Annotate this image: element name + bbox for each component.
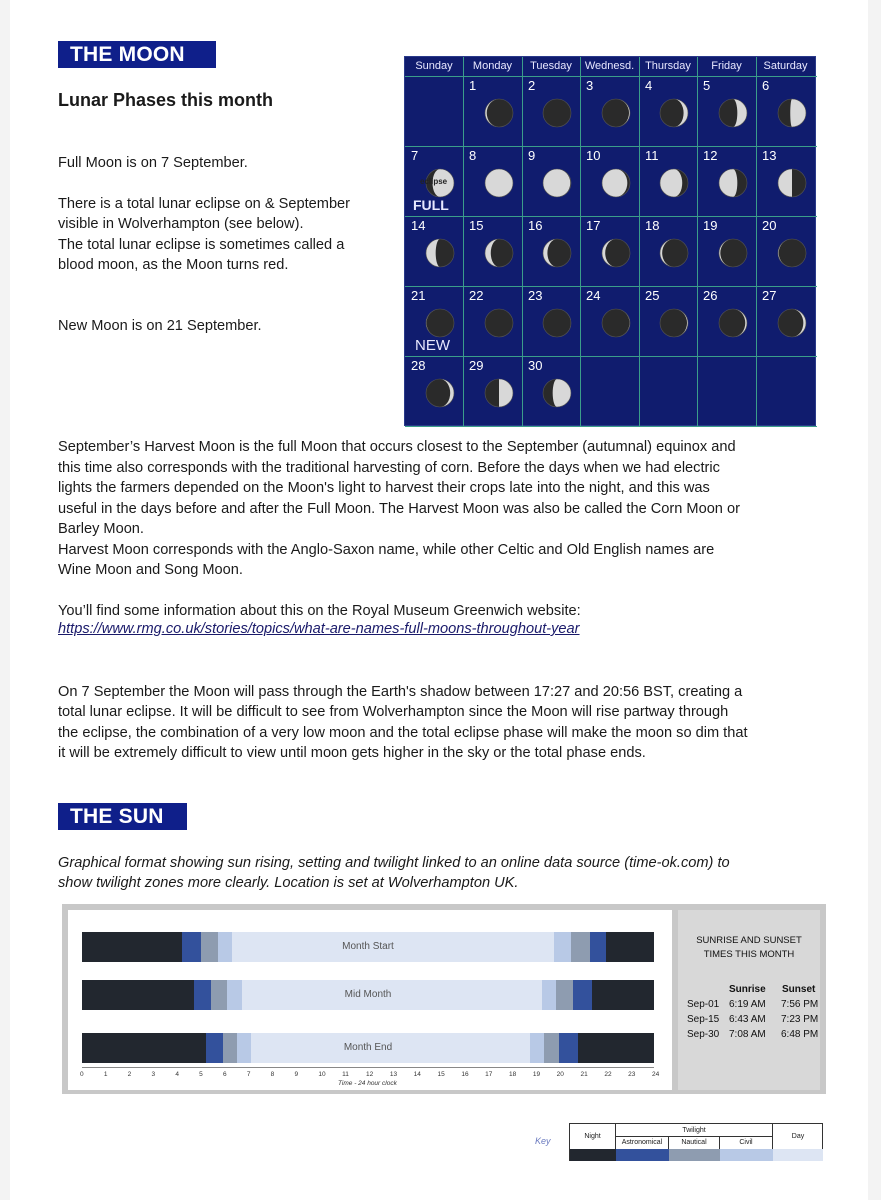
moon-phase-icon bbox=[718, 308, 748, 343]
day-header: Wednesd. bbox=[584, 60, 635, 72]
moon-phase-icon bbox=[484, 308, 514, 343]
moon-phase-icon bbox=[659, 308, 689, 343]
sunrise-table bbox=[678, 910, 820, 1090]
lunar-subheading: Lunar Phases this month bbox=[58, 90, 274, 110]
day-header: Monday bbox=[472, 60, 513, 72]
row-date: Sep-30 bbox=[687, 1029, 720, 1040]
harvest-line-5: Barley Moon. bbox=[58, 521, 144, 537]
moon-phase-icon bbox=[542, 378, 572, 413]
day-number: 18 bbox=[645, 218, 660, 233]
harvest-line-7: Wine Moon and Song Moon. bbox=[58, 562, 243, 578]
row-sunset: 6:48 PM bbox=[781, 1029, 819, 1040]
grid-line bbox=[463, 57, 464, 427]
day-number: 6 bbox=[762, 78, 770, 93]
day-number: 30 bbox=[528, 358, 543, 373]
full-label: FULL bbox=[413, 197, 449, 213]
moon-phase-icon bbox=[659, 98, 689, 133]
day-number: 17 bbox=[586, 218, 601, 233]
moon-phase-icon bbox=[659, 238, 689, 273]
rmg-link[interactable]: https://www.rmg.co.uk/stories/topics/what-are-names-full-moons-throughout-year bbox=[58, 621, 580, 637]
harvest-line-4: useful in the days before and after the Full Moon. The Harvest Moon was also be called the Corn Moon or bbox=[58, 501, 740, 517]
new-label: NEW bbox=[415, 337, 450, 354]
day-number: 14 bbox=[411, 218, 426, 233]
moon-phase-icon bbox=[484, 98, 514, 133]
moon-phase-icon bbox=[659, 168, 689, 203]
key-twilight: Twilight bbox=[616, 1124, 773, 1137]
grid-line bbox=[405, 76, 817, 77]
moon-phase-icon bbox=[601, 168, 631, 203]
bar-label: Mid Month bbox=[344, 989, 392, 1000]
page bbox=[10, 0, 868, 1200]
axis-tick: 11 bbox=[342, 1071, 349, 1078]
day-number: 21 bbox=[411, 288, 426, 303]
day-number: 22 bbox=[469, 288, 484, 303]
day-number: 27 bbox=[762, 288, 777, 303]
axis-tick: 23 bbox=[628, 1071, 636, 1078]
moon-phase-icon bbox=[601, 238, 631, 273]
key-naut-swatch bbox=[669, 1149, 720, 1161]
row-sunrise: 6:19 AM bbox=[729, 999, 766, 1010]
grid-line bbox=[522, 57, 523, 427]
day-number: 16 bbox=[528, 218, 543, 233]
moon-phase-icon bbox=[484, 168, 514, 203]
day-number: 24 bbox=[586, 288, 601, 303]
moon-phase-icon bbox=[718, 238, 748, 273]
eclipse-detail-2: total lunar eclipse. It will be difficult to see from Wolverhampton since the Moon will rise partway through bbox=[58, 704, 729, 720]
moon-phase-icon bbox=[718, 98, 748, 133]
bar-label: Month Start bbox=[342, 941, 394, 952]
axis-tick: 0 bbox=[80, 1071, 84, 1078]
harvest-line-3: lights the farmers depended on the Moon's light to harvest their crops late into the night, and this was bbox=[58, 480, 710, 496]
moon-phase-icon bbox=[601, 98, 631, 133]
axis-tick: 14 bbox=[413, 1071, 421, 1078]
sunrise-col-header: Sunrise bbox=[729, 984, 766, 995]
axis-tick: 1 bbox=[103, 1071, 108, 1078]
lunar-calendar bbox=[404, 56, 816, 426]
moon-phase-icon bbox=[601, 308, 631, 343]
axis-tick: 9 bbox=[294, 1071, 299, 1078]
day-number: 5 bbox=[703, 78, 711, 93]
axis-tick: 3 bbox=[151, 1071, 156, 1078]
grid-line bbox=[639, 57, 640, 427]
moon-phase-icon bbox=[777, 168, 807, 203]
harvest-line-6: Harvest Moon corresponds with the Anglo-Saxon name, while other Celtic and Old English names are bbox=[58, 542, 715, 558]
axis-tick: 4 bbox=[175, 1071, 179, 1078]
key-night: Night bbox=[570, 1124, 616, 1149]
row-sunrise: 7:08 AM bbox=[729, 1029, 766, 1040]
moon-heading: THE MOON bbox=[58, 41, 216, 68]
axis-tick: 20 bbox=[556, 1071, 564, 1078]
axis-tick: 2 bbox=[127, 1071, 132, 1078]
axis-tick: 8 bbox=[270, 1071, 275, 1078]
moon-phase-icon bbox=[777, 98, 807, 133]
day-number: 15 bbox=[469, 218, 484, 233]
row-date: Sep-15 bbox=[687, 1014, 720, 1025]
harvest-line-2: this time also corresponds with the traditional harvesting of corn. Before the days when we had electric bbox=[58, 460, 720, 476]
moon-phase-icon bbox=[718, 168, 748, 203]
eclipse-line-1: There is a total lunar eclipse on & September bbox=[58, 196, 351, 212]
moon-phase-icon bbox=[542, 238, 572, 273]
day-number: 20 bbox=[762, 218, 777, 233]
axis-tick: 22 bbox=[604, 1071, 612, 1078]
axis-tick: 10 bbox=[318, 1071, 326, 1078]
bar-label: Month End bbox=[343, 1042, 393, 1053]
key-label: Key bbox=[535, 1136, 551, 1146]
sun-intro-2: show twilight zones more clearly. Location is set at Wolverhampton UK. bbox=[58, 875, 519, 891]
grid-line bbox=[405, 216, 817, 217]
moon-phase-icon bbox=[542, 308, 572, 343]
eclipse-detail-3: the eclipse, the combination of a very low moon and the total eclipse phase will make the moon so dim that bbox=[58, 725, 748, 741]
day-header: Saturday bbox=[763, 60, 808, 72]
day-number: 7 bbox=[411, 148, 419, 163]
moon-phase-icon bbox=[542, 168, 572, 203]
moon-phase-icon bbox=[425, 378, 455, 413]
day-number: 25 bbox=[645, 288, 660, 303]
day-number: 12 bbox=[703, 148, 718, 163]
day-header: Sunday bbox=[415, 60, 453, 72]
day-number: 28 bbox=[411, 358, 426, 373]
row-sunset: 7:56 PM bbox=[781, 999, 819, 1010]
axis-tick: 13 bbox=[389, 1071, 398, 1078]
axis-tick: 7 bbox=[246, 1071, 251, 1078]
eclipse-detail-4: it will be extremely difficult to view until moon gets higher in the sky or the total phase ends. bbox=[58, 745, 646, 761]
moon-phase-icon bbox=[484, 378, 514, 413]
grid-line bbox=[580, 57, 581, 427]
day-header: Tuesday bbox=[530, 60, 572, 72]
sunset-col-header: Sunset bbox=[782, 984, 816, 995]
new-moon-text: New Moon is on 21 September. bbox=[58, 318, 262, 334]
grid-line bbox=[697, 57, 698, 427]
eclipse-line-4: blood moon, as the Moon turns red. bbox=[58, 257, 289, 273]
axis-tick: 16 bbox=[461, 1071, 469, 1078]
day-number: 1 bbox=[469, 78, 477, 93]
day-number: 9 bbox=[528, 148, 536, 163]
axis-tick: 18 bbox=[509, 1071, 517, 1078]
axis-tick: 15 bbox=[437, 1071, 445, 1078]
axis-tick: 21 bbox=[580, 1071, 588, 1078]
moon-phase-icon bbox=[777, 308, 807, 343]
grid-line bbox=[405, 146, 817, 147]
moon-phase-icon bbox=[542, 98, 572, 133]
time-axis bbox=[82, 1067, 654, 1068]
axis-tick: 6 bbox=[223, 1071, 227, 1078]
key-day-swatch bbox=[773, 1149, 823, 1161]
axis-tick: 17 bbox=[485, 1071, 493, 1078]
day-number: 2 bbox=[528, 78, 536, 93]
moon-phase-icon bbox=[425, 238, 455, 273]
axis-tick: 24 bbox=[652, 1071, 660, 1078]
eclipse-line-2: visible in Wolverhampton (see below). bbox=[58, 216, 304, 232]
day-number: 29 bbox=[469, 358, 484, 373]
row-sunrise: 6:43 AM bbox=[729, 1014, 766, 1025]
grid-line bbox=[405, 426, 817, 427]
key-astro: Astronomical bbox=[616, 1137, 669, 1149]
key-naut: Nautical bbox=[669, 1137, 720, 1149]
row-sunset: 7:23 PM bbox=[781, 1014, 819, 1025]
day-number: 3 bbox=[586, 78, 594, 93]
day-number: 8 bbox=[469, 148, 477, 163]
key-astro-swatch bbox=[616, 1149, 669, 1161]
eclipse-label: eclipse bbox=[420, 177, 448, 186]
day-number: 26 bbox=[703, 288, 718, 303]
grid-line bbox=[756, 57, 757, 427]
axis-title: Time - 24 hour clock bbox=[338, 1080, 397, 1087]
day-number: 23 bbox=[528, 288, 543, 303]
key-night-swatch bbox=[570, 1149, 616, 1161]
moon-phase-icon bbox=[777, 238, 807, 273]
day-header: Friday bbox=[711, 60, 742, 72]
axis-tick: 19 bbox=[532, 1071, 541, 1078]
key-day: Day bbox=[791, 1133, 805, 1140]
day-number: 11 bbox=[645, 148, 659, 163]
key-legend bbox=[569, 1123, 823, 1161]
grid-line bbox=[405, 286, 817, 287]
eclipse-detail-1: On 7 September the Moon will pass through the Earth's shadow between 17:27 and 20:56 BST, creating a bbox=[58, 684, 743, 700]
sun-chart bbox=[62, 904, 826, 1094]
rmg-text: You’ll find some information about this on the Royal Museum Greenwich website: bbox=[58, 603, 581, 619]
sun-intro-1: Graphical format showing sun rising, setting and twilight linked to an online data source (time-ok.com) to bbox=[58, 855, 730, 871]
axis-tick: 5 bbox=[199, 1071, 203, 1078]
moon-phase-icon bbox=[484, 238, 514, 273]
table-title-2: TIMES THIS MONTH bbox=[703, 949, 795, 960]
key-civil: Civil bbox=[720, 1137, 773, 1149]
grid-line bbox=[405, 356, 817, 357]
table-title-1: SUNRISE AND SUNSET bbox=[696, 935, 802, 946]
day-number: 19 bbox=[703, 218, 718, 233]
eclipse-line-3: The total lunar eclipse is sometimes called a bbox=[58, 237, 345, 253]
day-number: 4 bbox=[645, 78, 653, 93]
row-date: Sep-01 bbox=[687, 999, 720, 1010]
sun-heading: THE SUN bbox=[58, 803, 187, 830]
day-header: Thursday bbox=[645, 60, 691, 72]
full-moon-text: Full Moon is on 7 September. bbox=[58, 155, 248, 171]
sun-bars-panel bbox=[68, 910, 672, 1090]
day-number: 10 bbox=[586, 148, 601, 163]
key-civil-swatch bbox=[720, 1149, 773, 1161]
axis-tick: 12 bbox=[366, 1071, 374, 1078]
day-number: 13 bbox=[762, 148, 777, 163]
harvest-line-1: September’s Harvest Moon is the full Moon that occurs closest to the September (autumnal) equinox and bbox=[58, 439, 736, 455]
